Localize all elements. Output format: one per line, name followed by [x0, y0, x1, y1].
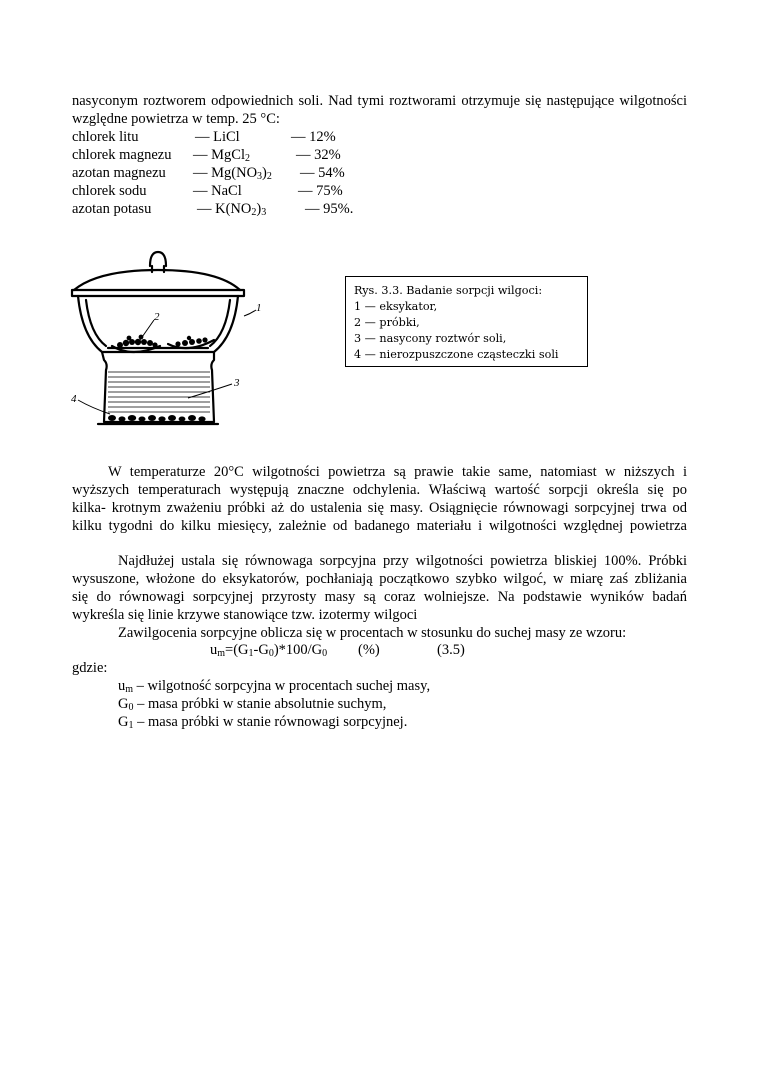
figure-caption-item: 2 — próbki,: [354, 316, 420, 329]
figure-caption-item: 3 — nasycony roztwór soli,: [354, 332, 507, 345]
salt-name: chlorek litu: [72, 129, 139, 145]
figure-label-2: 2: [154, 311, 160, 323]
formula-sub-m: m: [217, 648, 226, 659]
salt-name: chlorek sodu: [72, 183, 147, 199]
salt-formula: — MgCl: [193, 147, 245, 163]
figure-label-1: 1: [256, 302, 262, 314]
figure-caption-item: 1 — eksykator,: [354, 300, 438, 313]
figure-label-3: 3: [234, 377, 240, 389]
salt-formula: — NaCl: [193, 183, 242, 199]
intro-line-2: względne powietrza w temp. 25 °C:: [72, 111, 280, 127]
definition-sub: m: [125, 684, 134, 695]
formula-number: (3.5): [437, 642, 465, 658]
definition-text: – wilgotność sorpcyjna w procentach suchej masy,: [133, 678, 431, 694]
salt-formula: — K(NO: [197, 201, 252, 217]
paragraph-line: się do równowagi sorpcyjnej przyrosty masy są coraz wolniejsze. Na podstawie wyników badań: [72, 589, 687, 605]
salt-formula: — LiCl: [195, 129, 240, 145]
paragraph-line: wysuszone, włożone do eksykatorów, pochłaniają początkowo szybko wilgoć, w miarę zaś zbliżania: [72, 571, 687, 587]
paragraph-line: kilka- krotnym zważeniu próbki aż do ustalenia się masy. Osiągnięcie równowagi sorpcyjnej trwa od: [72, 500, 687, 516]
intro-line-1: nasyconym roztworem odpowiednich soli. Nad tymi roztworami otrzymuje się następujące wilgotności: [72, 93, 687, 109]
formula: $u_m=(G_1-G_0)*100/G_0$: [210, 642, 328, 659]
formula-symbol-u: u: [210, 642, 218, 658]
definition-text: – masa próbki w stanie absolutnie suchym,: [133, 696, 387, 712]
paragraph-formula-intro: Zawilgocenia sorpcyjne oblicza się w procentach w stosunku do suchej masy ze wzoru:: [118, 625, 627, 641]
paragraph-line: W temperaturze 20°C wilgotności powietrza są prawie takie same, natomiast w niższych i: [108, 464, 687, 480]
where-label: gdzie:: [72, 660, 108, 676]
definition-symbol: G: [118, 714, 129, 730]
paragraph-line: kilku tygodni do kilku miesięcy, zależnie od badanego materiału i wilgotności względnej powietrza: [72, 518, 687, 534]
figure-caption-box: [345, 276, 588, 367]
salt-name: chlorek magnezu: [72, 147, 172, 163]
salt-name: azotan magnezu: [72, 165, 166, 181]
salt-percent: — 54%: [300, 165, 345, 181]
definition-symbol: u: [118, 678, 126, 694]
paragraph-line: wyższych temperaturach występują znaczne odchylenia. Właściwą wartość sorpcji określa się po: [72, 482, 687, 498]
formula-part: )*100/G: [273, 642, 323, 658]
formula-part: -G: [253, 642, 269, 658]
formula-part: =(G: [225, 642, 249, 658]
definition-sub: 0: [128, 702, 134, 713]
definition-text: – masa próbki w stanie równowagi sorpcyjnej.: [133, 714, 408, 730]
definition-item: [118, 696, 386, 713]
definition-symbol: G: [118, 696, 129, 712]
salt-percent: — 95%.: [305, 201, 354, 217]
salt-percent: — 12%: [291, 129, 336, 145]
formula-unit: (%): [358, 642, 380, 658]
salt-formula: — Mg(NO: [193, 165, 258, 181]
salt-name: azotan potasu: [72, 201, 152, 217]
desiccator-figure: [68, 248, 268, 430]
salt-percent: — 32%: [296, 147, 341, 163]
definition-sub: 1: [128, 720, 134, 731]
salt-percent: — 75%: [298, 183, 343, 199]
figure-caption-item: 4 — nierozpuszczone cząsteczki soli: [354, 348, 559, 361]
definition-item: [118, 678, 430, 695]
paragraph-line: wykreśla się linie krzywe stanowiące tzw. izotermy wilgoci: [72, 607, 418, 623]
figure-caption-title: Rys. 3.3. Badanie sorpcji wilgoci:: [354, 284, 543, 297]
figure-label-4: 4: [71, 393, 77, 405]
definition-item: [118, 714, 407, 731]
paragraph-line: Najdłużej ustala się równowaga sorpcyjna przy wilgotności powietrza bliskiej 100%. Próbki: [118, 553, 687, 569]
